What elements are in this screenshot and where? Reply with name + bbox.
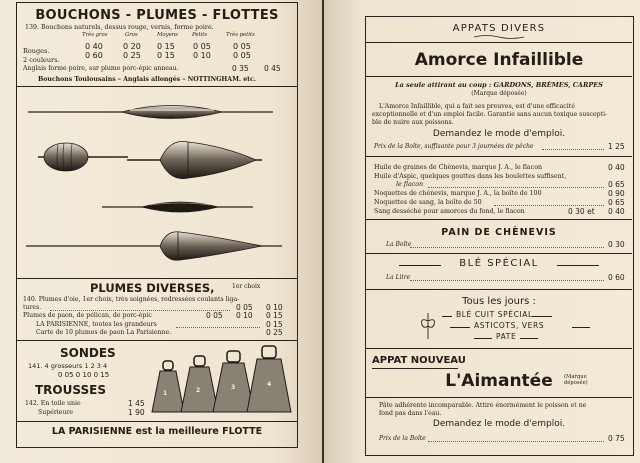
tj-item: ASTICOTS, VERS bbox=[474, 321, 545, 330]
price-cell: 0 20 bbox=[123, 42, 141, 51]
sang-line: Sang desséché pour amorces du fond, le flacon bbox=[374, 208, 525, 215]
leader-dots bbox=[494, 205, 604, 206]
ornament bbox=[474, 34, 524, 40]
price-cell: 0 35 bbox=[232, 64, 249, 73]
demandez-mode-emploi: Demandez le mode d'emploi. bbox=[432, 129, 566, 139]
left-footer: LA PARISIENNE est la meilleure FLOTTE bbox=[51, 426, 263, 437]
price-cell: 0 90 bbox=[608, 189, 625, 198]
amorce-desc: exceptionnelle et d'un emploi facile. Garantie sans aucun toxique suscepti- bbox=[372, 111, 608, 118]
item-140-line2: tures. bbox=[23, 304, 42, 311]
dash bbox=[572, 327, 590, 328]
sinker-number: 1 bbox=[163, 390, 168, 397]
sondes-line1: 141. 4 grosseurs 1 2 3 4 bbox=[28, 362, 108, 370]
dash bbox=[450, 327, 470, 328]
underline bbox=[372, 368, 458, 369]
price-cell: 0 40 bbox=[608, 207, 625, 216]
ble-sub: La Litre bbox=[386, 274, 411, 281]
size-header: Très petits bbox=[226, 32, 255, 38]
trousses-item1: 142. En toile unie bbox=[25, 400, 81, 407]
price-cell: 0 65 bbox=[608, 198, 625, 207]
size-header: Très gros bbox=[82, 32, 108, 38]
leader-dots bbox=[410, 280, 604, 281]
price-cell: 0 05 bbox=[233, 42, 251, 51]
aimantee-prix-line: Prix de la Boîte bbox=[379, 435, 426, 442]
amorce-title: Amorce Infaillible bbox=[414, 50, 584, 70]
price-cell: 0 40 bbox=[608, 163, 625, 172]
price-cell: 0 60 bbox=[608, 273, 625, 282]
leader-dots bbox=[428, 441, 604, 442]
divider bbox=[366, 397, 632, 398]
aimantee-desc: fond pas dans l'eau. bbox=[379, 410, 442, 417]
huile-line: Huile de graines de Chènevis, marque J. A., le flacon bbox=[374, 164, 543, 171]
price-cell: 1 90 bbox=[128, 408, 145, 417]
plumes-title: PLUMES DIVERSES, bbox=[90, 281, 215, 295]
divider bbox=[366, 156, 632, 157]
price-cell: 0 10 bbox=[236, 311, 253, 320]
price-cell: 0 40 bbox=[85, 42, 103, 51]
right-page-header: APPATS DIVERS bbox=[452, 23, 546, 34]
sinker-number: 2 bbox=[196, 387, 201, 394]
dash bbox=[532, 316, 552, 317]
carte-line: Carte de 10 plumes de paon La Parisienne. bbox=[36, 329, 172, 336]
pain-title: PAIN DE CHÈNEVIS bbox=[441, 227, 557, 238]
aspic-line: Huile d'Aspic, quelques gouttes dans les boulettes suffisent, bbox=[374, 173, 567, 180]
price-cell: 1 45 bbox=[128, 399, 145, 408]
size-header: Moyens bbox=[157, 32, 178, 38]
aimantee-desc: Pâte adhérente incomparable. Attire énormément le poisson et ne bbox=[379, 402, 587, 409]
sinker-4 bbox=[247, 346, 291, 412]
price-cell: 0 15 bbox=[157, 42, 175, 51]
prix-boite-line: Prix de la Boîte, suffisante pour 3 journées de pêche bbox=[374, 143, 534, 150]
rule-right bbox=[557, 265, 599, 266]
divider bbox=[366, 219, 632, 220]
leader-dots bbox=[428, 187, 604, 188]
sinker-3 bbox=[213, 351, 254, 412]
right-page bbox=[324, 0, 640, 463]
sinker-number: 3 bbox=[231, 384, 236, 391]
plumes-choix: 1er choix bbox=[232, 283, 261, 290]
trousses-item2: Supérieure bbox=[38, 409, 74, 416]
aimantee-title: L'Aimantée bbox=[445, 371, 553, 391]
price-cell: 0 60 bbox=[85, 51, 103, 60]
item-139-intro: 139. Bouchons naturels, dessus rouge, vernis, forme poire. bbox=[25, 24, 214, 31]
rouges-label: Rouges. bbox=[23, 47, 50, 55]
dash bbox=[474, 338, 492, 339]
price-cell: 0 10 bbox=[266, 303, 283, 312]
deux-couleurs-label: 2 couleurs. bbox=[23, 56, 60, 64]
divider bbox=[366, 348, 632, 349]
left-page-title: BOUCHONS - PLUMES - FLOTTES bbox=[35, 8, 279, 23]
ble-title: BLÉ SPÉCIAL bbox=[459, 258, 539, 269]
plumes-paon-line: Plumes de paon, de pélican, de porc-épic bbox=[23, 312, 152, 319]
price-cell: 0 15 bbox=[266, 311, 283, 320]
tous-les-jours: Tous les jours : bbox=[462, 296, 536, 307]
price-cell: 0 05 bbox=[206, 311, 223, 320]
amorce-desc: ble de nuire aux poissons. bbox=[372, 119, 454, 126]
price-cell: 0 45 bbox=[264, 64, 281, 73]
size-header: Gros bbox=[125, 32, 138, 38]
sinker-2 bbox=[181, 356, 218, 412]
aspic-line: le flacon bbox=[396, 181, 424, 188]
aimantee-marque: (Marque déposée) bbox=[564, 374, 588, 386]
sondes-title: SONDES bbox=[60, 346, 116, 360]
parisienne-line: LA PARISIENNE, toutes les grandeurs bbox=[36, 321, 157, 328]
noquettes-chenevis-line: Noquettes de chènevis, marque J. A., la boîte de 100 bbox=[374, 190, 542, 197]
toulousains-line: Bouchons Toulousains – Anglais allongés – NOTTINGHAM. etc. bbox=[38, 76, 256, 83]
price-cell: 0 05 bbox=[193, 42, 211, 51]
amorce-desc: L'Amorce Infaillible, qui a fait ses preuves, est d'une efficacité bbox=[379, 103, 575, 110]
dash bbox=[520, 338, 538, 339]
dash bbox=[442, 316, 452, 317]
item-140-line1: 140. Plumes d'oie, 1er choix, très soignées, redressées coulants liga- bbox=[23, 296, 240, 303]
noquettes-sang-line: Noquettes de sang, la boîte de 50 bbox=[374, 199, 482, 206]
divider bbox=[366, 76, 632, 77]
price-cell: 0 25 bbox=[266, 328, 283, 337]
price-cell: 0 05 bbox=[233, 51, 251, 60]
sondes-line2: 0 05 0 10 0 15 bbox=[58, 371, 110, 379]
anglais-line: Anglais forme poire, sur plume porc-épic anneau. bbox=[23, 65, 179, 72]
divider bbox=[16, 421, 297, 422]
tj-item: BLÉ CUIT SPÉCIAL bbox=[456, 310, 533, 319]
appat-nouveau: APPAT NOUVEAU bbox=[372, 355, 466, 366]
divider bbox=[366, 42, 632, 43]
leader-dots bbox=[410, 247, 604, 248]
tj-item: PATE bbox=[496, 332, 517, 341]
sinker-1 bbox=[152, 361, 184, 412]
price-cell: 0 30 et bbox=[568, 207, 595, 216]
price-cell: 0 75 bbox=[608, 434, 625, 443]
leader-dots bbox=[542, 149, 604, 150]
price-cell: 0 30 bbox=[608, 240, 625, 249]
divider bbox=[366, 253, 632, 254]
seule-line: La seule attirant au coup : GARDONS, BRÈMES, CARPES bbox=[395, 81, 603, 89]
divider bbox=[366, 289, 632, 290]
price-cell: 0 05 bbox=[236, 303, 253, 312]
demandez-mode-emploi: Demandez le mode d'emploi. bbox=[432, 419, 566, 429]
rule-left bbox=[399, 265, 441, 266]
ornament bbox=[418, 313, 438, 339]
size-header: Petits bbox=[192, 32, 208, 38]
price-cell: 0 15 bbox=[157, 51, 175, 60]
price-cell: 1 25 bbox=[608, 142, 625, 151]
trousses-title: TROUSSES bbox=[35, 383, 106, 397]
price-cell: 0 10 bbox=[193, 51, 211, 60]
price-cell: 0 25 bbox=[123, 51, 141, 60]
price-cell: 0 15 bbox=[266, 320, 283, 329]
pain-sub: La Boîte bbox=[386, 241, 412, 248]
marque-deposee: (Marque déposée) bbox=[471, 90, 527, 97]
sinker-number: 4 bbox=[267, 381, 272, 388]
price-cell: 0 65 bbox=[608, 180, 625, 189]
